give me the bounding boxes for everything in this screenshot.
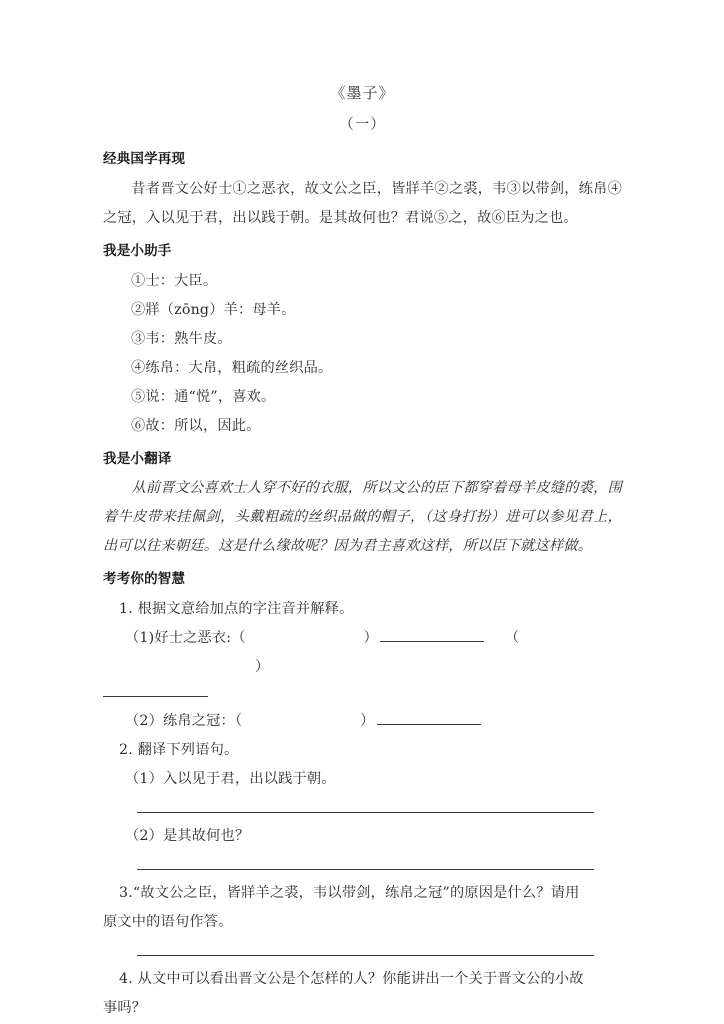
question-1-item-2-mid: ） bbox=[360, 712, 375, 729]
section-heading-helper: 我是小助手 bbox=[103, 242, 172, 259]
question-1-item-1 bbox=[103, 624, 622, 682]
page-content bbox=[103, 84, 622, 1023]
question-1-item-1-open-paren: （ bbox=[504, 629, 520, 646]
question-2-stem: 2. 翻译下列语句。 bbox=[119, 741, 239, 758]
question-2-item-1: （1）入以见于君，出以践于朝。 bbox=[125, 770, 336, 787]
list-item: ④练帛：大帛，粗疏的丝织品。 bbox=[131, 359, 333, 376]
section-heading-quiz: 考考你的智慧 bbox=[103, 571, 186, 588]
question-1-item-2 bbox=[103, 707, 622, 736]
document-subtitle: （一） bbox=[339, 117, 386, 133]
question-1-item-1-close-paren: ） bbox=[255, 658, 270, 675]
question-1-item-1-mid: ） bbox=[363, 629, 379, 646]
answer-rule-continued[interactable] bbox=[103, 695, 208, 697]
list-item: ②牂（zōng）羊：母羊。 bbox=[131, 301, 296, 318]
question-2-item-2: （2）是其故何也？ bbox=[125, 827, 250, 844]
question-1-item-2-label: （2）练帛之冠：（ bbox=[125, 712, 243, 729]
question-1-stem: 1. 根据文意给加点的字注音并解释。 bbox=[119, 600, 354, 617]
classic-passage: 昔者晋文公好士①之恶衣，故文公之臣，皆牂羊②之裘，韦③以带剑，练帛④之冠，入以见于君，出以践于朝。是其故何也？君说⑤之，故⑥臣为之也。 bbox=[103, 180, 622, 226]
list-item: ①士：大臣。 bbox=[131, 272, 218, 289]
answer-rule-full[interactable] bbox=[137, 811, 594, 813]
section-heading-translation: 我是小翻译 bbox=[103, 450, 172, 467]
question-4-stem: 4. 从文中可以看出晋文公是个怎样的人？你能讲出一个关于晋文公的小故 bbox=[119, 970, 584, 987]
list-item: ⑤说：通“悦”，喜欢。 bbox=[131, 388, 276, 405]
document-title: 《墨子》 bbox=[330, 84, 395, 102]
question-3-stem-continued: 原文中的语句作答。 bbox=[103, 913, 233, 930]
question-4-stem-continued: 事吗？ bbox=[103, 999, 147, 1016]
section-heading-classic: 经典国学再现 bbox=[103, 151, 186, 168]
translation-paragraph: 从前晋文公喜欢士人穿不好的衣服，所以文公的臣下都穿着母羊皮缝的裘，围着牛皮带来挂佩剑，头戴粗疏的丝织品做的帽子，（这身打扮）进可以参见君上，出可以往来朝廷。这是什么缘故呢？因为君主喜欢这样，所以臣下就这样做。 bbox=[103, 480, 622, 555]
annotation-list bbox=[103, 267, 622, 441]
question-3-stem: 3.“故文公之臣，皆牂羊之裘，韦以带剑，练帛之冠”的原因是什么？请用 bbox=[119, 884, 580, 901]
answer-rule[interactable] bbox=[377, 712, 481, 725]
answer-rule-full[interactable] bbox=[137, 868, 594, 870]
answer-rule[interactable] bbox=[380, 629, 484, 642]
list-item: ③韦：熟牛皮。 bbox=[131, 330, 232, 347]
question-1-item-1-label: （1)好士之恶衣:（ bbox=[125, 629, 246, 646]
answer-rule-full[interactable] bbox=[137, 954, 594, 956]
list-item: ⑥故：所以，因此。 bbox=[131, 417, 261, 434]
